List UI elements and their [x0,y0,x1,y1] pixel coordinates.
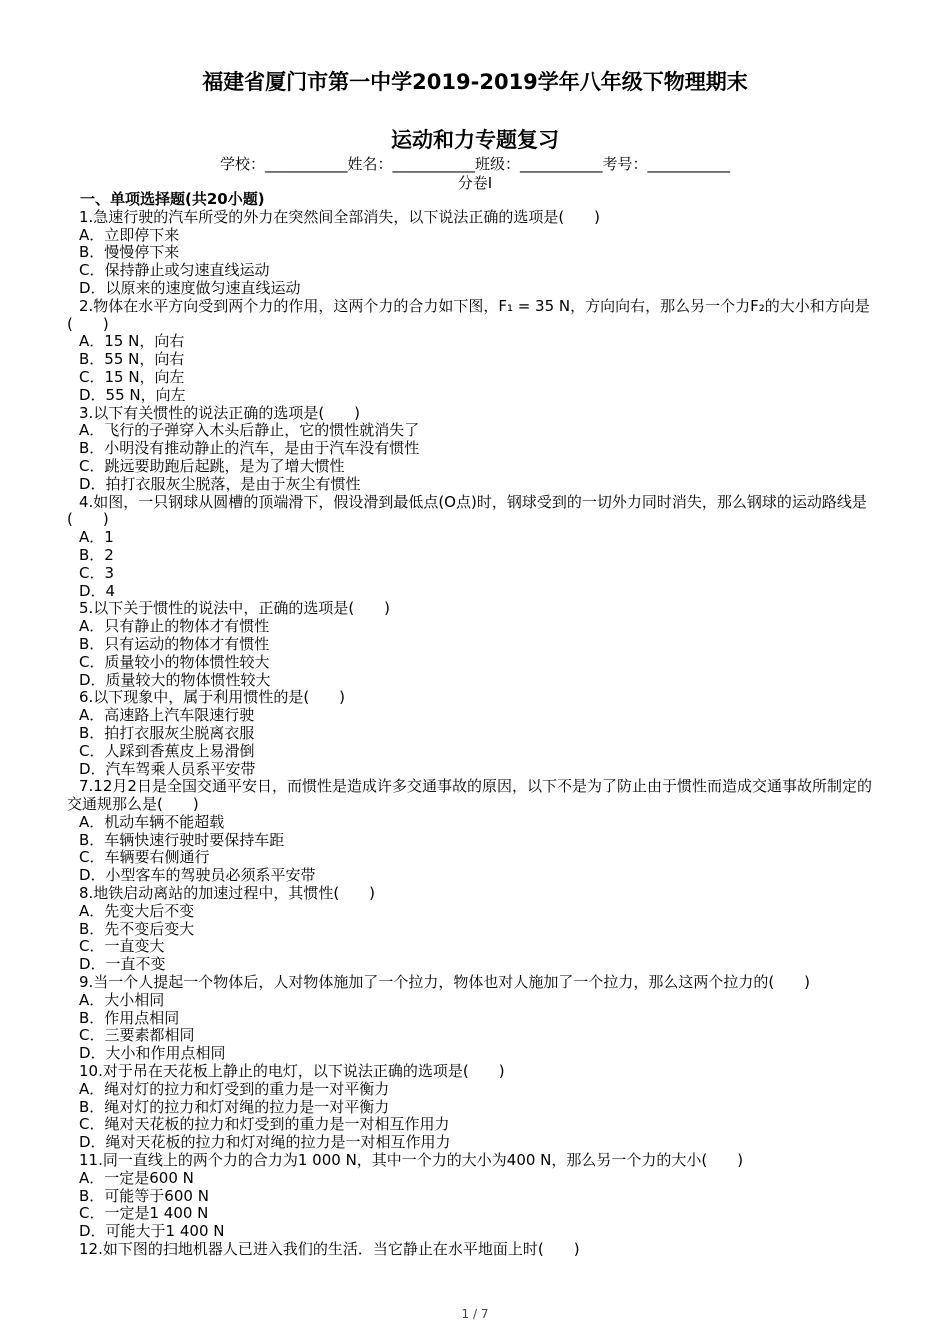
answer-option: A．绳对灯的拉力和灯受到的重力是一对平衡力 [79,1079,390,1098]
page-title: 福建省厦门市第一中学2019-2019学年八年级下物理期末 [202,70,748,94]
question-stem: 5.以下关于惯性的说法中，正确的选项是( ) [79,599,391,618]
question-stem: 10.对于吊在天花板上静止的电灯，以下说法正确的选项是( ) [79,1062,505,1081]
answer-option: A．1 [79,528,114,547]
answer-option: B．车辆快速行驶时要保持车距 [79,830,285,849]
answer-option: D．55 N，向左 [79,385,186,404]
answer-option: B．2 [79,545,114,564]
answer-option: A．飞行的子弹穿入木头后静止，它的惯性就消失了 [79,421,420,440]
answer-option: A．机动车辆不能超载 [79,812,225,831]
answer-option: D．大小和作用点相同 [79,1044,226,1063]
answer-option: A．15 N，向右 [79,332,185,351]
section-title: 一、单项选择题(共20小题) [80,190,265,208]
question-stem: 11.同一直线上的两个力的合力为1 000 N，其中一个力的大小为400 N，那么另一个力的大小( ) [79,1151,744,1170]
answer-option: D．拍打衣服灰尘脱落，是由于灰尘有惯性 [79,474,361,493]
answer-option: A．大小相同 [79,990,165,1009]
answer-option: C．15 N，向左 [79,367,185,386]
answer-option: B．先不变后变大 [79,919,195,938]
answer-option: D．质量较大的物体惯性较大 [79,670,271,689]
question-stem: 2.物体在水平方向受到两个力的作用，这两个力的合力如下图，F₁ = 35 N，方向向右，那么另一个力F₂的大小和方向是( ) [67,296,870,333]
answer-option: B．小明没有推动静止的汽车，是由于汽车没有惯性 [79,439,420,458]
answer-option: C．跳远要助跑后起跳，是为了增大惯性 [79,456,345,475]
answer-option: D．可能大于1 400 N [79,1222,225,1241]
answer-option: D．汽车驾乘人员系平安带 [79,759,256,778]
question-stem: 4.如图，一只钢球从圆槽的顶端滑下，假设滑到最低点(O点)时，钢球受到的一切外力同时消失，那么钢球的运动路线是( ) [67,492,867,529]
question-stem: 1.急速行驶的汽车所受的外力在突然间全部消失，以下说法正确的选项是( ) [79,207,601,226]
answer-option: A．立即停下来 [79,225,180,244]
answer-option: B．拍打衣服灰尘脱离衣服 [79,723,255,742]
question-stem: 12.如下图的扫地机器人已进入我们的生活．当它静止在水平地面上时( ) [79,1240,580,1259]
answer-option: B．可能等于600 N [79,1186,209,1205]
answer-option: C．保持静止或匀速直线运动 [79,261,270,280]
answer-option: C．一定是1 400 N [79,1204,209,1223]
answer-option: D．以原来的速度做匀速直线运动 [79,278,301,297]
page-subtitle: 运动和力专题复习 [391,128,559,152]
question-list [67,191,885,1259]
answer-option: A．高速路上汽车限速行驶 [79,706,255,725]
answer-option: A．一定是600 N [79,1168,194,1187]
answer-option: B．只有运动的物体才有惯性 [79,634,270,653]
answer-option: C．三要素都相同 [79,1026,195,1045]
answer-option: B．慢慢停下来 [79,243,180,262]
question-stem: 8.地铁启动离站的加速过程中，其惯性( ) [79,884,376,903]
answer-option: C．绳对天花板的拉力和灯受到的重力是一对相互作用力 [79,1115,450,1134]
answer-option: C．车辆要右侧通行 [79,848,210,867]
question-stem: 9.当一个人提起一个物体后，人对物体施加了一个拉力，物体也对人施加了一个拉力，那么这两个拉力的( ) [79,973,811,992]
answer-option: A．先变大后不变 [79,901,195,920]
answer-option: C．人踩到香蕉皮上易滑倒 [79,741,255,760]
answer-option: C．3 [79,563,115,582]
answer-option: D．4 [79,581,116,600]
answer-option: B．55 N，向右 [79,350,185,369]
answer-option: A．只有静止的物体才有惯性 [79,617,270,636]
answer-option: D．绳对天花板的拉力和灯对绳的拉力是一对相互作用力 [79,1133,451,1152]
volume-label: 分卷I [457,174,493,192]
answer-option: D．小型客车的驾驶员必须系平安带 [79,866,316,885]
student-info-line: 学校：___________姓名：___________班级：___________考号：___________ [219,155,730,173]
question-stem: 7.12月2日是全国交通平安日，而惯性是造成许多交通事故的原因，以下不是为了防止由于惯性而造成交通事故所制定的交通规那么是( ) [67,777,872,814]
answer-option: D．一直不变 [79,955,166,974]
answer-option: B．绳对灯的拉力和灯对绳的拉力是一对平衡力 [79,1097,390,1116]
answer-option: B．作用点相同 [79,1008,180,1027]
answer-option: C．质量较小的物体惯性较大 [79,652,270,671]
page-number: 1 / 7 [461,1307,489,1321]
question-stem: 3.以下有关惯性的说法正确的选项是( ) [79,403,361,422]
question-stem: 6.以下现象中，属于利用惯性的是( ) [79,688,346,707]
answer-option: C．一直变大 [79,937,165,956]
